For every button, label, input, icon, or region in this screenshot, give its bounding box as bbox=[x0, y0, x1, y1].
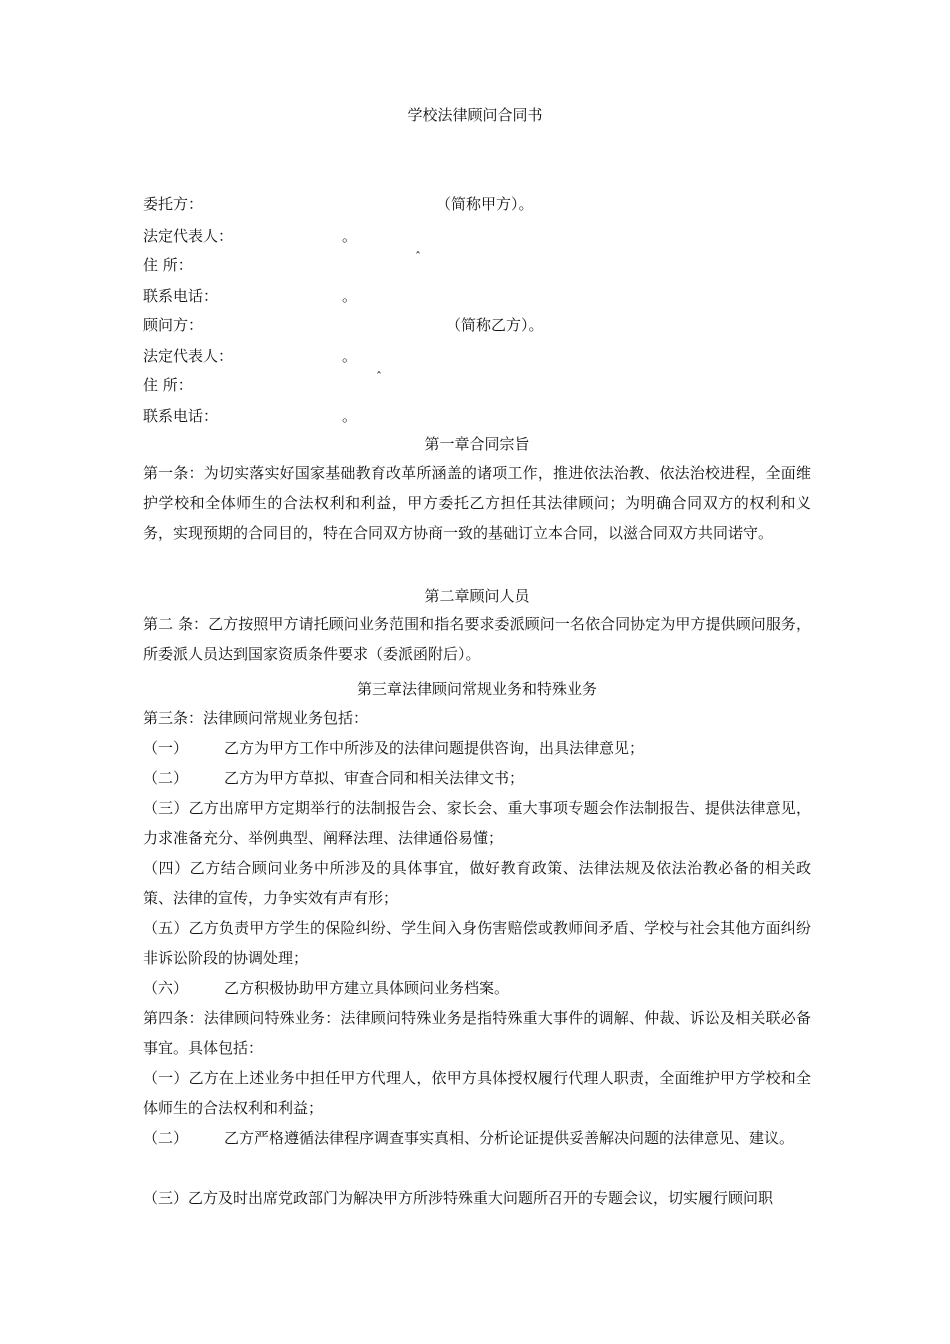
item-text: 乙方为甲方工作中所涉及的法律问题提供咨询，出具法律意见； bbox=[224, 739, 645, 757]
chapter-1-heading: 第一章合同宗旨 bbox=[424, 435, 530, 453]
item-number: （三） bbox=[143, 799, 189, 817]
item-text: 乙方出席甲方定期举行的法制报告会、家长会、重大事项专题会作法制报告、提供法律意见，力求准备充分、举例典型、阐释法理、法律通俗易懂； bbox=[143, 799, 811, 847]
item-text: 乙方在上述业务中担任甲方代理人，依甲方具体授权履行代理人职责，全面维护甲方学校和全体师生的合法权利和利益； bbox=[143, 1069, 811, 1117]
party-b-phone-end: 。 bbox=[342, 407, 358, 425]
party-a-rep-label: 法定代表人： bbox=[143, 227, 234, 245]
article-4: 第四条：法律顾问特殊业务：法律顾问特殊业务是指特殊重大事件的调解、仲裁、诉讼及相关联必备事宜。具体包括： bbox=[143, 1009, 811, 1057]
item-text: 乙方负责甲方学生的保险纠纷、学生间入身伤害赔偿或教师间矛盾、学校与社会其他方面纠纷非诉讼阶段的协调处理； bbox=[143, 919, 811, 967]
party-a-phone-end: 。 bbox=[342, 287, 358, 305]
party-a-addr-label: 住 所： bbox=[143, 256, 193, 274]
art4-item-3 bbox=[143, 1183, 811, 1213]
party-a-rep-end: 。 bbox=[342, 227, 358, 245]
article-2: 第二 条：乙方按照甲方请托顾问业务范围和指名要求委派顾问一名依合同协定为甲方提供顾问服务，所委派人员达到国家资质条件要求（委派函附后）。 bbox=[143, 615, 811, 663]
party-a-rep-line bbox=[143, 225, 358, 246]
party-b-phone-line bbox=[143, 405, 358, 426]
chapter-2-heading: 第二章顾问人员 bbox=[424, 587, 530, 605]
party-b-abbr: （简称乙方）。 bbox=[446, 316, 544, 334]
art3-item-6 bbox=[143, 973, 811, 1003]
party-a-addr-line bbox=[143, 250, 421, 275]
art3-item-2 bbox=[143, 763, 811, 793]
chapter-3-heading: 第三章法律顾问常规业务和特殊业务 bbox=[356, 680, 597, 698]
party-a-label: 委托方： bbox=[143, 195, 204, 213]
party-b-rep-end: 。 bbox=[342, 347, 358, 365]
art3-item-5 bbox=[143, 913, 811, 973]
item-number: （三） bbox=[143, 1189, 189, 1207]
item-number: （四） bbox=[143, 859, 190, 877]
party-b-rep-label: 法定代表人： bbox=[143, 347, 234, 365]
art3-item-3 bbox=[143, 793, 811, 853]
art4-item-1 bbox=[143, 1063, 811, 1123]
item-text: 乙方为甲方草拟、审查合同和相关法律文书； bbox=[224, 769, 525, 787]
party-a-phone-label: 联系电话： bbox=[143, 287, 219, 305]
item-number: （二） bbox=[143, 769, 189, 787]
party-b-label: 顾问方： bbox=[143, 316, 204, 334]
party-b-addr-label: 住 所： bbox=[143, 376, 193, 394]
item-number: （二） bbox=[143, 1129, 189, 1147]
document-title: 学校法律顾问合同书 bbox=[407, 106, 543, 124]
party-a-abbr: （简称甲方）。 bbox=[436, 195, 534, 213]
item-number: （五） bbox=[143, 919, 189, 937]
item-text: 乙方严格遵循法律程序调查事实真相、分析论证提供妥善解决问题的法律意见、建议。 bbox=[224, 1129, 795, 1147]
party-a-line bbox=[143, 193, 534, 214]
art3-item-1 bbox=[143, 733, 811, 763]
party-b-line bbox=[143, 314, 544, 335]
item-number: （六） bbox=[143, 979, 189, 997]
item-text: 乙方积极协助甲方建立具体顾问业务档案。 bbox=[224, 979, 510, 997]
item-number: （一） bbox=[143, 1069, 189, 1087]
party-b-addr-line bbox=[143, 370, 382, 395]
party-b-rep-line bbox=[143, 345, 358, 366]
item-text: 乙方及时出席党政部门为解决甲方所涉特殊重大问题所召开的专题会议，切实履行顾问职 bbox=[188, 1189, 774, 1207]
art3-item-4 bbox=[143, 853, 811, 913]
article-1: 第一条：为切实落实好国家基础教育改革所涵盖的诸项工作，推进依法治教、依法治校进程，全面维护学校和全体师生的合法权利和利益，甲方委托乙方担任其法律顾问；为明确合同双方的权利和义务，实现预期的合同目的，特在合同双方协商一致的基础订立本合同，以滋合同双方共同诺守。 bbox=[143, 464, 811, 542]
article-3: 第三条：法律顾问常规业务包括： bbox=[143, 709, 369, 727]
party-a-phone-line bbox=[143, 285, 358, 306]
art4-item-2 bbox=[143, 1123, 811, 1153]
item-text: 乙方结合顾问业务中所涉及的具体事宜，做好教育政策、法律法规及依法治教必备的相关政策、法律的宣传，力争实效有声有形； bbox=[143, 859, 811, 907]
party-b-phone-label: 联系电话： bbox=[143, 407, 219, 425]
party-b-addr-mark: ˆ bbox=[376, 370, 382, 384]
item-number: （一） bbox=[143, 739, 189, 757]
party-a-addr-mark: ˆ bbox=[415, 250, 421, 264]
